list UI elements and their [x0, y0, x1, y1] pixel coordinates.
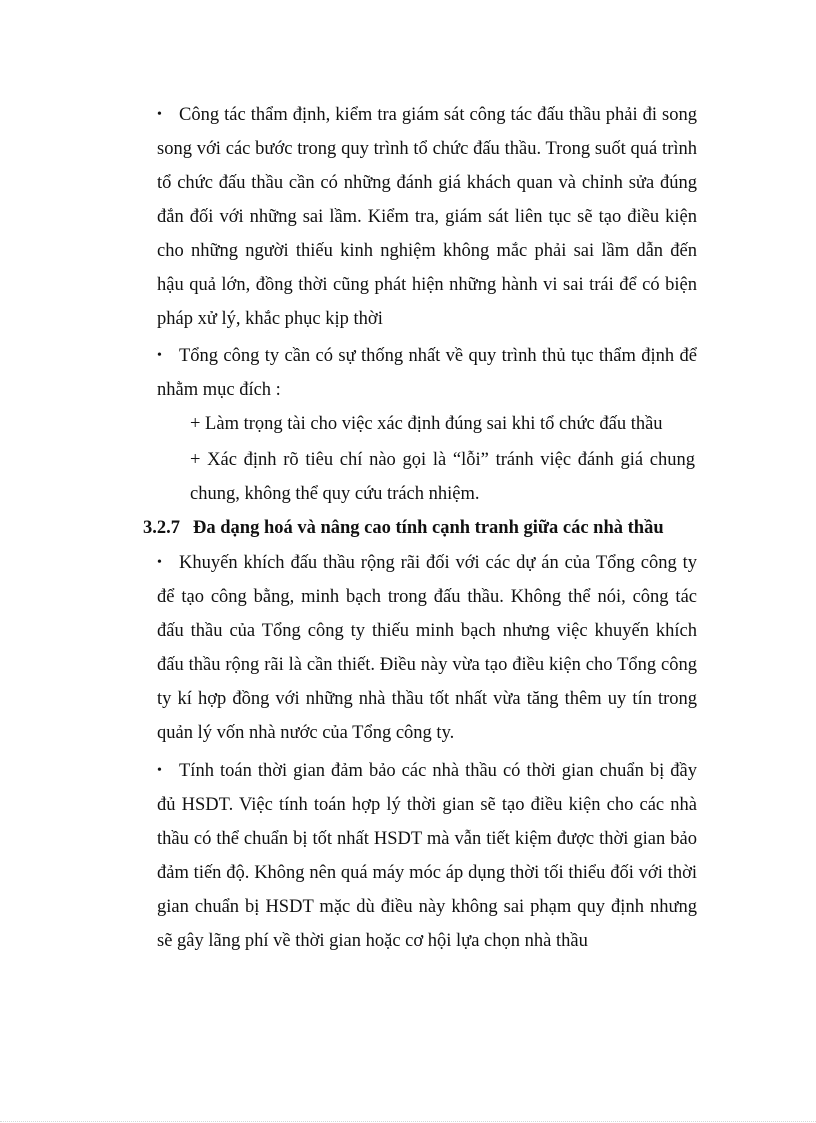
bullet-paragraph-4 [157, 754, 697, 958]
bullet-paragraph-1 [157, 98, 697, 336]
bullet-text: Công tác thẩm định, kiểm tra giám sát công tác đấu thầu phải đi song song với các bước trong quy trình tổ chức đấu thầu. Trong suốt quá trình tổ chức đấu thầu cần có những đánh giá khách quan và chỉnh sửa đúng đắn đối với những sai lầm. Kiểm tra, giám sát liên tục sẽ tạo điều kiện cho những người thiếu kinh nghiệm không mắc phải sai lầm dẫn đến hậu quả lớn, đồng thời cũng phát hiện những hành vi sai trái để có biện pháp xử lý, khắc phục kịp thời [157, 105, 697, 329]
bullet-text: Khuyến khích đấu thầu rộng rãi đối với các dự án của Tổng công ty để tạo công bằng, minh bạch trong đấu thầu. Không thể nói, công tác đấu thầu của Tổng công ty thiếu minh bạch nhưng việc khuyến khích đấu thầu rộng rãi là cần thiết. Điều này vừa tạo điều kiện cho Tổng công ty kí hợp đồng với những nhà thầu tốt nhất vừa tăng thêm uy tín trong quản lý vốn nhà nước của Tổng công ty. [157, 553, 697, 743]
bullet-text: Tính toán thời gian đảm bảo các nhà thầu có thời gian chuẩn bị đầy đủ HSDT. Việc tính toán hợp lý thời gian sẽ tạo điều kiện cho các nhà thầu có thể chuẩn bị tốt nhất HSDT mà vẫn tiết kiệm được thời gian bảo đảm tiến độ. Không nên quá máy móc áp dụng thời tối thiểu đối với thời gian chuẩn bị HSDT mặc dù điều này không sai phạm quy định nhưng sẽ gây lãng phí về thời gian hoặc cơ hội lựa chọn nhà thầu [157, 761, 697, 951]
bullet-paragraph-3 [157, 546, 697, 750]
sub-item-text: + Làm trọng tài cho việc xác định đúng sai khi tổ chức đấu thầu [190, 414, 663, 434]
sub-item-text: + Xác định rõ tiêu chí nào gọi là “lỗi” tránh việc đánh giá chung chung, không thể quy cứu trách nhiệm. [190, 450, 695, 504]
page-bottom-border [0, 1121, 816, 1122]
bullet-icon: • [157, 107, 162, 122]
section-heading [143, 512, 703, 544]
bullet-icon: • [157, 555, 162, 570]
bullet-paragraph-2 [157, 339, 697, 407]
bullet-icon: • [157, 348, 162, 363]
bullet-icon: • [157, 763, 162, 778]
section-title: Đa dạng hoá và nâng cao tính cạnh tranh giữa các nhà thầu [193, 518, 664, 538]
section-number: 3.2.7 [143, 518, 180, 538]
sub-item-2 [190, 443, 695, 511]
sub-item-1 [190, 407, 695, 441]
bullet-text: Tổng công ty cần có sự thống nhất về quy trình thủ tục thẩm định để nhằm mục đích : [157, 346, 697, 400]
